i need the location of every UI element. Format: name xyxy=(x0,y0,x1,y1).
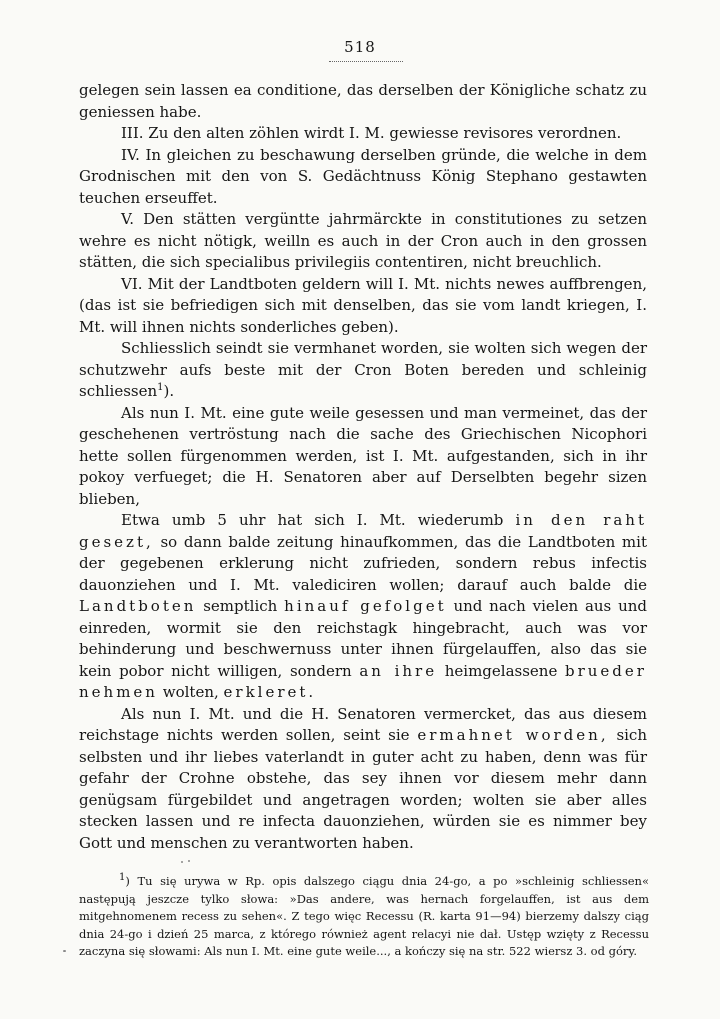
paragraph-2: III. Zu den alten zöhlen wirdt I. M. gewiesse revisores verordnen. xyxy=(121,124,622,142)
paragraph-8-part-e: semptlich xyxy=(203,597,278,615)
paragraph-8-part-g: und nach vielen aus und einreden, wormit sie den reichstagk hingebracht, auch was vor behinderung und beschwernuss unter ihnen fürgelauffen, also das sie kein pobor nicht willigen, sondern xyxy=(79,597,647,680)
spaced-phrase-landtboten: Landtboten xyxy=(79,597,197,615)
paragraph-9 xyxy=(79,704,647,855)
body-text xyxy=(79,80,647,854)
paragraph-6-text: Schliesslich seindt sie vermhanet worden, sie wolten sich wegen der schutzwehr aufs beste mit der Cron Boten bereden und schleinig schliessen xyxy=(79,339,647,400)
scan-speck xyxy=(63,950,66,952)
paragraph-7: Als nun I. Mt. eine gute weile gesessen und man vermeinet, das der geschehenen vertröstung nach die sache des Griechischen Nicophori hette sollen fürgenommen werden, ist I. Mt. aufgestanden, sich in ihr pokoy verfueget; die H. Senatoren aber auf Derselbten begehr sizen blieben, xyxy=(79,403,647,508)
paragraph-8-part-a: Etwa umb 5 uhr hat sich I. Mt. wiederumb xyxy=(121,511,504,529)
spaced-phrase-raht: in den raht gesezt, xyxy=(79,511,647,551)
footnote-area xyxy=(79,873,649,961)
paragraph-8-part-i: heimgelassene xyxy=(444,661,558,680)
paragraph-6 xyxy=(79,338,647,403)
spaced-phrase-an-ihre: an ihre xyxy=(359,661,438,680)
paragraph-9-part-c: sich selbsten und ihr liebes vaterlandt in guter acht zu haben, denn was für gefahr der Crohne obstehe, das sey ihnen vor diesem mehr dann genügsam fürgebildet und angetragen worden; wolten sie aber alles stecken lassen und re infecta dauonziehen, würden sie es nimmer bey Gott und menschen zu verantworten haben. xyxy=(79,726,647,852)
paragraph-3: IV. In gleichen zu beschawung derselben gründe, die welche in dem Grodnischen mit den von S. Gedächtnuss König Stephano gestawten teuchen erseuffet. xyxy=(79,145,647,207)
paragraph-4: V. Den stätten vergüntte jahrmärckte in constitutiones zu setzen wehre es nicht nötigk, weilln es auch in der Cron auch in den grossen stätten, die sich specialibus privilegiis contentiren, nicht breuchlich. xyxy=(79,210,647,271)
paragraph-8-part-c: so dann balde zeitung hinaufkommen, das die Landtboten mit der gegebenen erklerung nicht zufrieden, sondern rebus infectis dauonziehen und I. Mt. valediciren wollen; darauf auch balde die xyxy=(79,532,647,594)
scan-speck xyxy=(181,861,183,863)
paragraph-1: gelegen sein lassen ea conditione, das derselben der Königliche schatz zu geniessen habe. xyxy=(79,81,647,121)
footnote-reference: 1 xyxy=(157,382,164,393)
paragraph-5: VI. Mit der Landtboten geldern will I. Mt. nichts newes auffbrengen, (das ist sie befriedigen sich mit denselben, das sie vom landt kriegen, I. Mt. will ihnen nichts sonderliches geben). xyxy=(79,274,647,336)
page-number: 518 xyxy=(344,38,376,56)
spaced-phrase-hinauf: hinauf gefolget xyxy=(284,597,447,615)
spaced-phrase-ermahnet: ermahnet worden, xyxy=(417,726,609,744)
footnote-text: ) Tu się urywa w Rp. opis dalszego ciągu dnia 24-go, a po »schleinig schliessen« następują jeszcze tylko słowa: »Das andere, was hernach forgelauffen, ist aus dem mitgehnomenem recess zu sehen«. Z tego więc Recessu (R. karta 91—94) bierzemy dalszy ciąg dnia 24-go i dzień 25 marca, z którego również agent relacyi nie dał. Ustęp wzięty z Recessu zaczyna się słowami: Als nun I. Mt. eine gute weile..., a kończy się na str. 522 wiersz 3. od góry. xyxy=(79,874,649,958)
spaced-phrase-brueder: brueder nehmen xyxy=(79,661,647,701)
footnote-marker: 1 xyxy=(119,872,126,884)
paragraph-8 xyxy=(79,510,647,704)
footnote xyxy=(79,873,649,961)
page-number-rule xyxy=(329,61,403,62)
spaced-phrase-erkleret: erkleret. xyxy=(223,683,317,701)
paragraph-8-part-k: wolten, xyxy=(162,683,219,701)
paragraph-9-part-a: Als nun I. Mt. und die H. Senatoren vermercket, das aus diesem reichstage nichts werden sollen, seint sie xyxy=(79,704,647,744)
scan-speck xyxy=(188,860,190,862)
paragraph-6-end: ). xyxy=(163,382,175,400)
